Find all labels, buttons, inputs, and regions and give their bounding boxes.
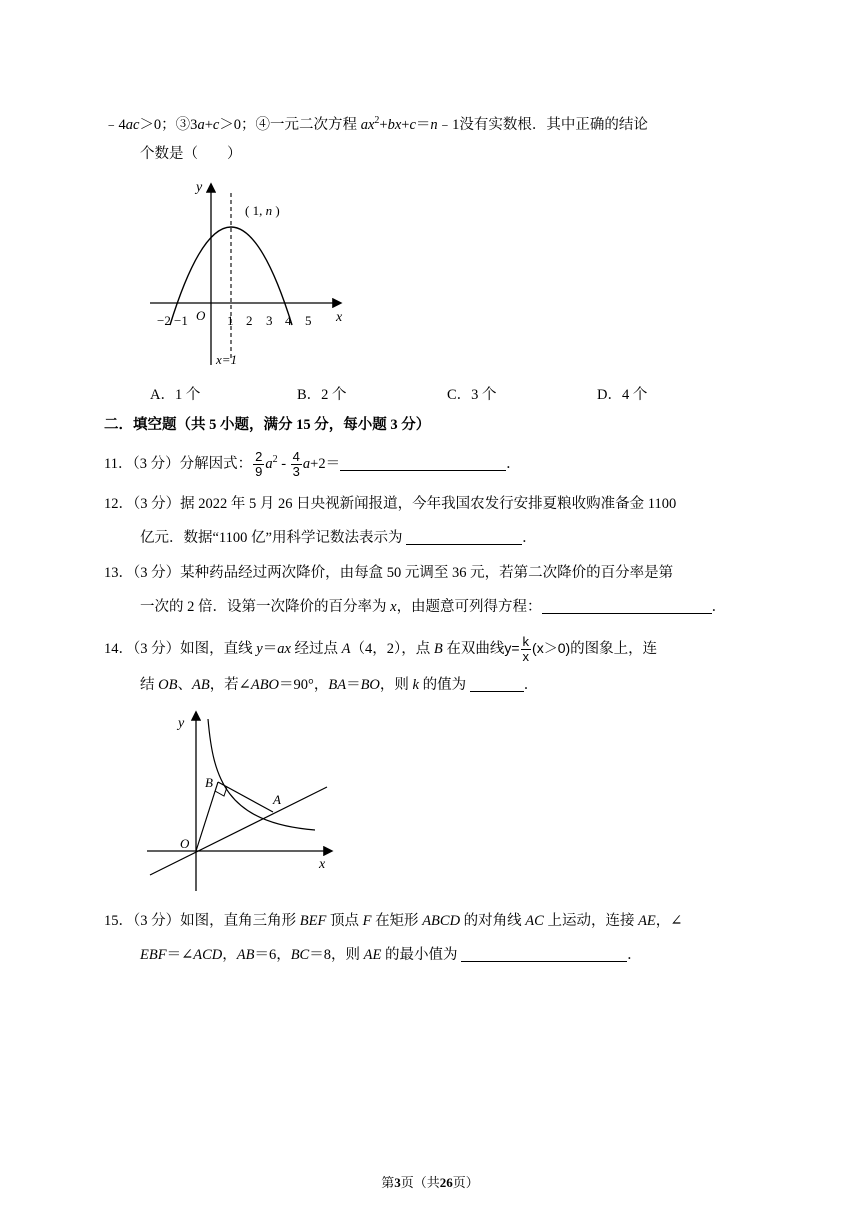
q12-line2: 亿元．数据“1100 亿”用科学记数法表示为 ．: [140, 530, 537, 546]
origin-label: O: [196, 308, 206, 323]
fraction: $\frac{k}{x}$: [522, 634, 530, 664]
point-B-label: B: [205, 775, 213, 790]
fraction: $\frac{4}{3}$: [292, 449, 300, 479]
answer-blank: [542, 598, 712, 614]
right-angle-mark: [215, 787, 227, 796]
q13-line2: 一次的 2 倍．设第一次降价的百分率为 x，由题意可列得方程： ．: [140, 599, 727, 615]
q14-line2: 结 OB、AB，若∠ABO＝90°，BA＝BO，则 k 的值为 ．: [140, 677, 539, 693]
q10-line1: ﹣4ac＞0；③3a+c＞0；④一元二次方程 $ax^2+bx+c=n﹣1$没有实数根．其中正确的结论: [104, 115, 648, 133]
x-axis-label: x: [336, 310, 343, 325]
segment-BA: [218, 782, 273, 812]
x-axis-label: x: [319, 857, 326, 872]
y-axis-label: y: [196, 180, 203, 195]
option-d: D．4 个: [597, 387, 648, 403]
q12-line1: 12．（3 分）据 2022 年 5 月 26 日央视新闻报道，今年我国农发行安排夏粮收购准备金 1100: [104, 496, 677, 512]
tick-label: 1: [227, 313, 234, 328]
option-b: B．2 个: [297, 387, 347, 403]
q10-parabola-graph: [148, 175, 358, 370]
point-A-label: A: [273, 792, 281, 807]
q15-line2: EBF＝∠ACD，AB＝6，BC＝8，则 AE 的最小值为 ．: [140, 947, 642, 963]
answer-blank: [340, 455, 506, 471]
q11: 11．（3 分）分解因式： $\frac{2}{9}$ $a^2$ - $\frac{4}{3}$ a+2＝ ．: [104, 449, 521, 479]
page-footer: 第3页（共26页）: [381, 1175, 479, 1190]
answer-blank: [406, 529, 522, 545]
q15-line1: 15．（3 分）如图，直角三角形 BEF 顶点 F 在矩形 ABCD 的对角线 AC 上运动，连接 AE，∠: [104, 913, 683, 929]
section-heading: 二．填空题（共 5 小题，满分 15 分，每小题 3 分）: [104, 417, 431, 433]
tick-label: 4: [285, 313, 292, 328]
origin-label: O: [180, 836, 190, 851]
tick-label: 5: [305, 313, 312, 328]
option-c: C．3 个: [447, 387, 497, 403]
fraction: $\frac{2}{9}$: [255, 449, 263, 479]
y-axis-label: y: [178, 716, 185, 731]
answer-blank: [470, 676, 524, 692]
parabola: [170, 227, 292, 325]
hyperbola: [208, 719, 315, 830]
tick-label: −2: [157, 313, 171, 328]
q13-line1: 13．（3 分）某种药品经过两次降价，由每盒 50 元调至 36 元，若第二次降价的百分率是第: [104, 565, 674, 581]
q10-line2: 个数是（ ）: [140, 146, 242, 162]
q14-hyperbola-graph: [145, 705, 345, 895]
symmetry-axis-label: x=1: [216, 352, 238, 367]
option-a: A．1 个: [150, 387, 201, 403]
tick-label: 3: [266, 313, 273, 328]
tick-label: −1: [174, 313, 188, 328]
q14-line1: 14．（3 分）如图，直线 y＝ax 经过点 A（4，2），点 B 在双曲线y= $\frac{k}{x}$ (x＞0)的图象上，连: [104, 634, 658, 664]
tick-label: 2: [246, 313, 253, 328]
segment-OB: [196, 782, 218, 851]
answer-blank: [461, 946, 627, 962]
line-y-ax: [150, 787, 327, 875]
vertex-label: ( 1, n ): [245, 203, 280, 218]
